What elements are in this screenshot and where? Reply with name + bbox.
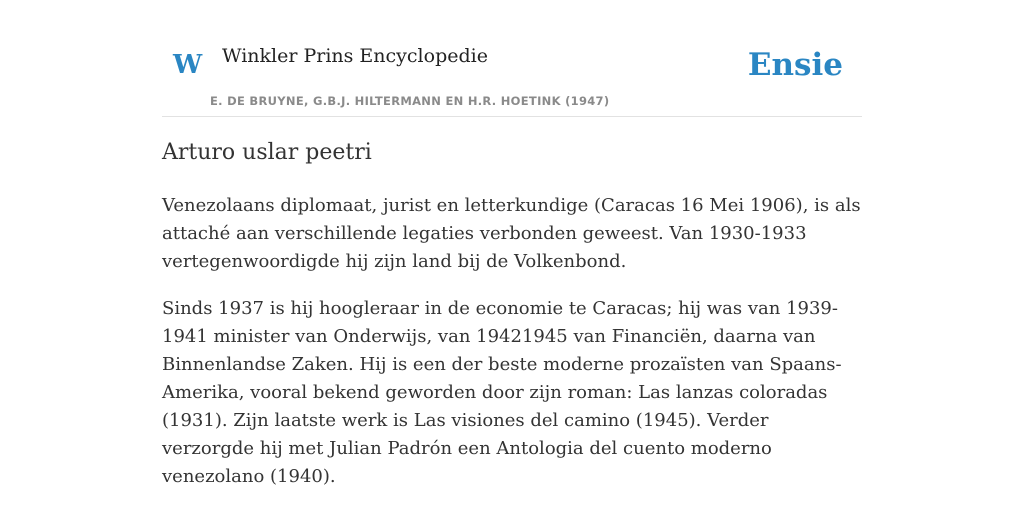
article-paragraph: Venezolaans diplomaat, jurist en letterkundige (Caracas 16 Mei 1906), is als attaché aan verschillende legaties verbonden geweest. Van 1930-1933 vertegenwoordigde hij zijn land bij de Volkenbond.	[162, 195, 861, 272]
article-body	[162, 192, 862, 510]
article-title: Arturo uslar peetri	[162, 140, 372, 165]
page	[162, 0, 862, 487]
article-paragraph: Sinds 1937 is hij hoogleraar in de economie te Caracas; hij was van 1939-1941 minister van Onderwijs, van 19421945 van Financiën, daarna van Binnenlandse Zaken. Hij is een der beste moderne prozaïsten van Spaans-Amerika, vooral bekend geworden door zijn roman: Las lanzas coloradas (1931). Zijn laatste werk is Las visiones del camino (1945). Verder verzorgde hij met Julian Padrón een Antologia del cuento moderno venezolano (1940).	[162, 298, 842, 487]
source-authors: E. DE BRUYNE, G.B.J. HILTERMANN EN H.R. HOETINK (1947)	[210, 94, 610, 108]
winkler-prins-logo-icon[interactable]: W	[173, 50, 203, 80]
source-title[interactable]: Winkler Prins Encyclopedie	[222, 45, 488, 67]
source-header	[162, 0, 862, 117]
ensie-brand-logo[interactable]: Ensie	[747, 47, 843, 83]
